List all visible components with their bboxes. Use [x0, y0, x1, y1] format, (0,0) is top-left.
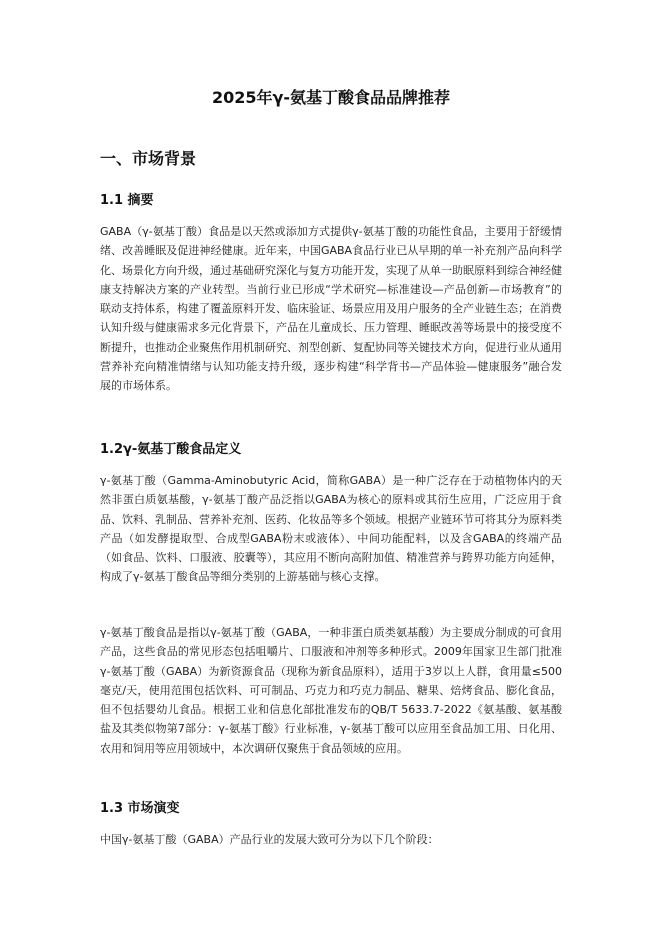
subsection-heading-definition: 1.2γ-氨基丁酸食品定义 [100, 442, 242, 457]
subsection-heading-market-evolution: 1.3 市场演变 [100, 801, 180, 816]
market-evolution-paragraph: 中国γ-氨基丁酸（GABA）产品行业的发展大致可分为以下几个阶段： [100, 833, 439, 846]
definition-paragraph-1: γ-氨基丁酸（Gamma-Aminobutyric Acid，简称GABA）是一种广泛存在于动植物体内的天然非蛋白质氨基酸，γ-氨基丁酸产品泛指以GABA为核心的原料或其衍生应用，广泛应用于食品、饮料、乳制品、营养补充剂、医药、化妆品等多个领域。根据产业链环节可将其分为原料类产品（如发酵提取型、合成型GABA粉末或液体）、中间功能配料，以及含GABA的终端产品（如食品、饮料、口服液、胶囊等），其应用不断向高附加值、精准营养与跨界功能方向延伸，构成了γ-氨基丁酸食品等细分类别的上游基础与核心支撑。 [100, 474, 562, 584]
subsection-heading-summary: 1.1 摘要 [100, 193, 154, 208]
section-heading-market-background: 一、市场背景 [100, 149, 197, 168]
summary-paragraph: GABA（γ-氨基丁酸）食品是以天然或添加方式提供γ-氨基丁酸的功能性食品，主要用于舒缓情绪、改善睡眠及促进神经健康。近年来，中国GABA食品行业已从早期的单一补充剂产品向科学化、场景化方向升级，通过基础研究深化与复方功能开发，实现了从单一助眠原料到综合神经健康支持解决方案的产业转型。当前行业已形成“学术研究—标准建设—产品创新—市场教育”的联动支持体系，构建了覆盖原料开发、临床验证、场景应用及用户服务的全产业链生态；在消费认知升级与健康需求多元化背景下，产品在儿童成长、压力管理、睡眠改善等场景中的接受度不断提升，也推动企业聚焦作用机制研究、剂型创新、复配协同等关键技术方向，促进行业从通用营养补充向精准情绪与认知功能支持升级，逐步构建“科学背书—产品体验—健康服务”融合发展的市场体系。 [100, 225, 562, 393]
definition-paragraph-2: γ-氨基丁酸食品是指以γ-氨基丁酸（GABA，一种非蛋白质类氨基酸）为主要成分制成的可食用产品，这些食品的常见形态包括咀嚼片、口服液和冲剂等多种形式。2009年国家卫生部门批准γ-氨基丁酸（GABA）为新资源食品（现称为新食品原料），适用于3岁以上人群，食用量≤500毫克/天，使用范围包括饮料、可可制品、巧克力和巧克力制品、糖果、焙烤食品、膨化食品，但不包括婴幼儿食品。根据工业和信息化部批准发布的QB/T 5633.7-2022《氨基酸、氨基酸盐及其类似物第7部分：γ-氨基丁酸》行业标准，γ-氨基丁酸可以应用至食品加工用、日化用、农用和饲用等应用领域中，本次调研仅聚焦于食品领域的应用。 [100, 626, 562, 755]
document-title: 2025年γ-氨基丁酸食品品牌推荐 [211, 88, 451, 107]
